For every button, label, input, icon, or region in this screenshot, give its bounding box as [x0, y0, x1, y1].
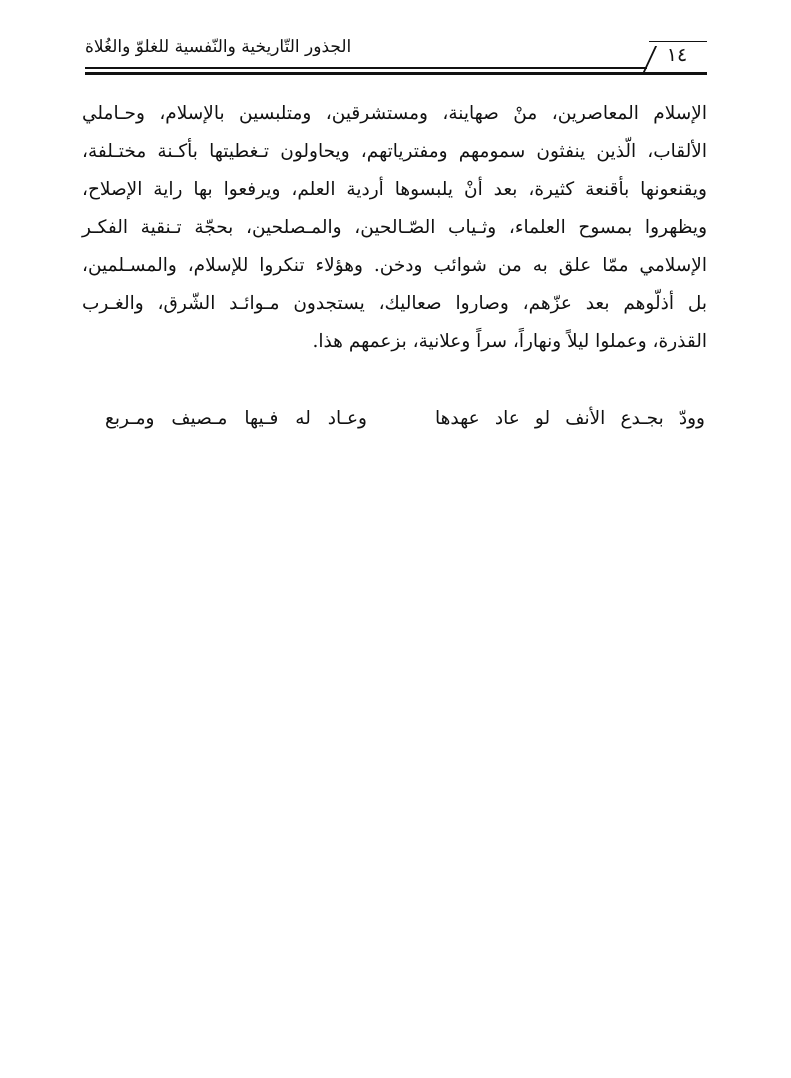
page-number: ١٤ [666, 44, 688, 66]
header-rule-thick [85, 72, 707, 75]
poetry-verse [105, 400, 705, 438]
text-line: القذرة، وعملوا ليلاً ونهاراً، سراً وعلانية، بزعمهم هذا. [312, 331, 707, 352]
text-line: الإسلامي ممّا علق به من شوائب ودخن. وهؤلاء تنكروا للإسلام، والمسـلمين، [82, 255, 707, 276]
text-line: الإسلام المعاصرين، منْ صهاينة، ومستشرقين، ومتلبسين بالإسلام، وحـاملي [82, 103, 707, 124]
text-line: بل أذلّوهم بعد عزّهم، وصاروا صعاليك، يستجدون مـوائـد الشّرق، والغـرب [82, 293, 707, 314]
text-line: ويقنعونها بأقنعة كثيرة، بعد أنْ يلبسوها أردية العلم، ويرفعوا بها راية الإصلاح، [82, 179, 707, 200]
verse-first-hemistich: وودّ بجـدع الأنف لو عاد عهدها [435, 408, 705, 429]
running-header [85, 30, 707, 74]
text-line: الألقاب، الّذين ينفثون سمومهم ومفترياتهم، ويحاولون تـغطيتها بأكـنة مختـلفة، [82, 141, 707, 162]
running-title: الجذور التّاريخية والنّفسية للغلوّ والغُلاة [85, 37, 352, 57]
text-line: ويظهروا بمسوح العلماء، وثـياب الصّـالحين، والمـصلحين، بحجّة تـنقية الفكـر [82, 217, 707, 238]
body-paragraph [82, 95, 707, 361]
verse-second-hemistich: وعـاد له فـيها مـصيف ومـربع [105, 408, 367, 429]
header-rule-thin [85, 67, 647, 69]
